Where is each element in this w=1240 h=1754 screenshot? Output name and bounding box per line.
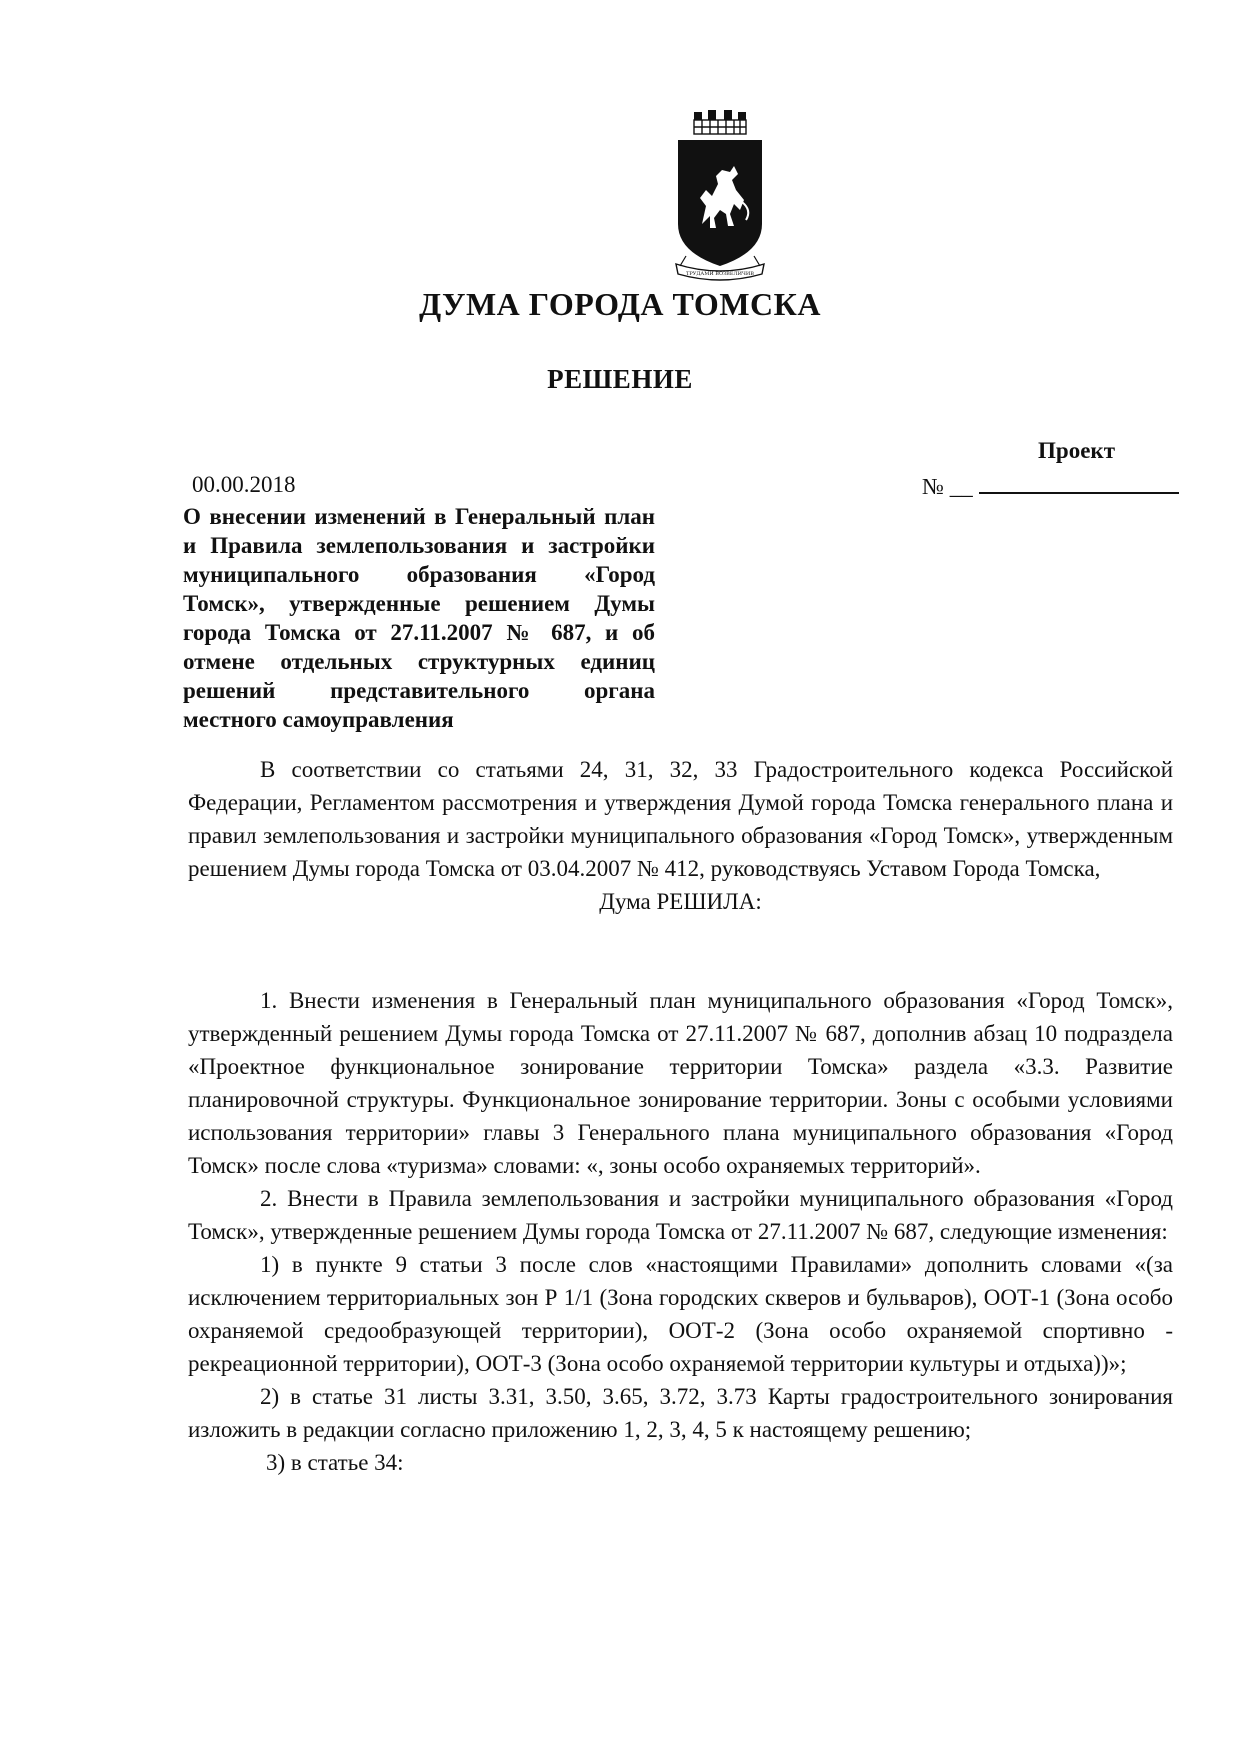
organization-title: ДУМА ГОРОДА ТОМСКА bbox=[419, 286, 821, 322]
document-type-heading: РЕШЕНИЕ bbox=[547, 364, 693, 394]
item-2-paragraph: 2. Внести в Правила землепользования и застройки муниципального образования «Город Томск», утвержденные решением Думы города Томска от 27.11.2007 № 687, следующие изменения: bbox=[188, 1186, 1173, 1244]
draft-label: Проект bbox=[1038, 438, 1115, 463]
number-prefix: № __ bbox=[922, 474, 973, 499]
svg-text:ТРУДАМИ ВОЗВЕЛИЧИВ: ТРУДАМИ ВОЗВЕЛИЧИВ bbox=[686, 271, 754, 277]
document-body bbox=[188, 753, 1173, 1479]
decision-subject: О внесении изменений в Генеральный план и Правила землепользования и застройки муниципального образования «Город Томск», утвержденные решением Думы города Томска от 27.11.2007 № 687, и об отмене отдельных структурных единиц решений представительного органа местного самоуправления bbox=[183, 504, 655, 732]
item-2-2-paragraph: 2) в статье 31 листы 3.31, 3.50, 3.65, 3.72, 3.73 Карты градостроительного зонирования изложить в редакции согласно приложению 1, 2, 3, 4, 5 к настоящему решению; bbox=[188, 1384, 1173, 1442]
item-2-1-paragraph: 1) в пункте 9 статьи 3 после слов «настоящими Правилами» дополнить словами «(за исключением территориальных зон Р 1/1 (Зона городских скверов и бульваров), ООТ-1 (Зона особо охраняемой средообразующей территории), ООТ-2 (Зона особо охраняемой спортивно - рекреационной территории), ООТ-3 (Зона особо охраняемой территории культуры и отдыха))»; bbox=[188, 1252, 1173, 1376]
number-blank-line bbox=[979, 472, 1179, 494]
decision-date: 00.00.2018 bbox=[192, 472, 296, 497]
resolved-heading: Дума РЕШИЛА: bbox=[599, 889, 762, 914]
decision-number bbox=[922, 472, 1179, 500]
tomsk-coat-of-arms-icon bbox=[672, 106, 768, 284]
preamble-paragraph: В соответствии со статьями 24, 31, 32, 33 Градостроительного кодекса Российской Федерации, Регламентом рассмотрения и утверждения Думой города Томска генерального плана и правил землепользования и застройки муниципального образования «Город Томск», утвержденным решением Думы города Томска от 03.04.2007 № 412, руководствуясь Уставом Города Томска, bbox=[188, 757, 1173, 881]
item-2-3-paragraph: 3) в статье 34: bbox=[266, 1450, 404, 1475]
item-1-paragraph: 1. Внести изменения в Генеральный план муниципального образования «Город Томск», утвержденный решением Думы города Томска от 27.11.2007 № 687, дополнив абзац 10 подраздела «Проектное функциональное зонирование территории Томска» раздела «3.3. Развитие планировочной структуры. Функциональное зонирование территории. Зоны с особыми условиями использования территории» главы 3 Генерального плана муниципального образования «Город Томск» после слова «туризма» словами: «, зоны особо охраняемых территорий». bbox=[188, 988, 1173, 1178]
